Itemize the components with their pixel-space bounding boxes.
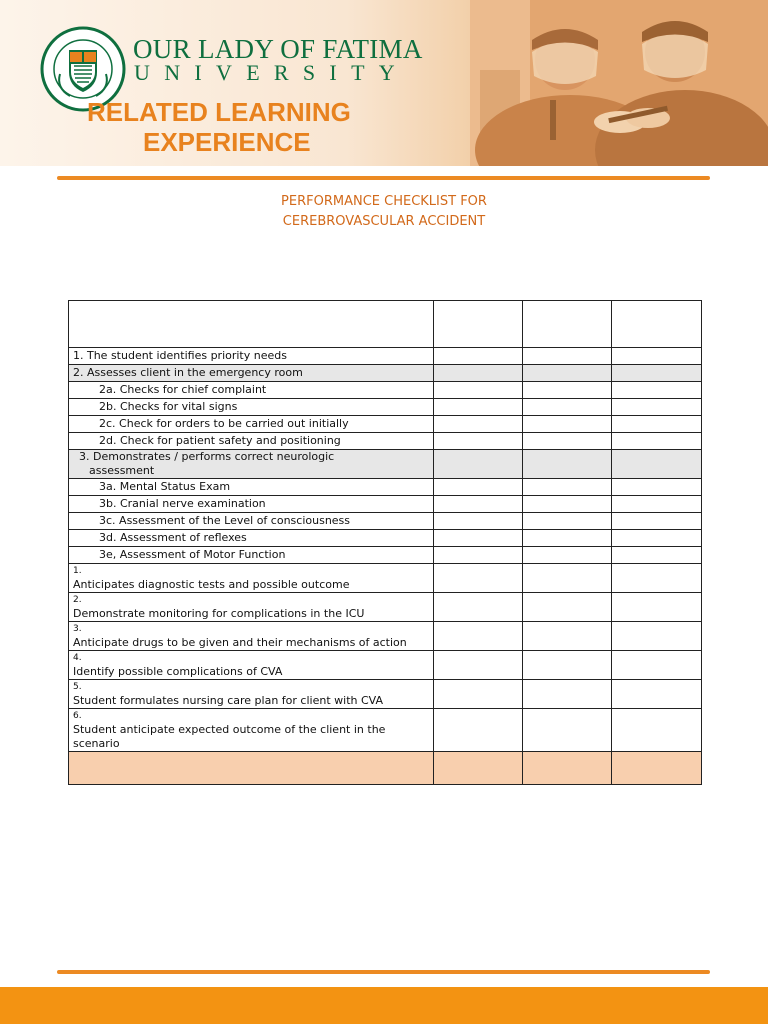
score-cell[interactable] xyxy=(523,399,612,416)
score-cell[interactable] xyxy=(434,651,523,680)
item-text xyxy=(69,651,434,680)
score-cell[interactable] xyxy=(523,513,612,530)
document-header xyxy=(0,0,768,166)
score-cell[interactable] xyxy=(523,416,612,433)
total-score-cell[interactable] xyxy=(523,752,612,785)
score-cell[interactable] xyxy=(523,382,612,399)
score-cell[interactable] xyxy=(612,382,702,399)
score-cell[interactable] xyxy=(434,680,523,709)
score-cell[interactable] xyxy=(434,399,523,416)
item-label: Anticipate drugs to be given and their mechanisms of action xyxy=(73,636,407,649)
table-row xyxy=(69,547,702,564)
score-cell[interactable] xyxy=(434,382,523,399)
score-cell[interactable] xyxy=(434,593,523,622)
item-number: 6. xyxy=(73,711,82,721)
table-row xyxy=(69,348,702,365)
score-cell[interactable] xyxy=(612,450,702,479)
score-cell[interactable] xyxy=(434,479,523,496)
table-row xyxy=(69,399,702,416)
item-text: 2. Assesses client in the emergency room xyxy=(69,365,434,382)
score-cell[interactable] xyxy=(612,680,702,709)
item-text: 3e, Assessment of Motor Function xyxy=(69,547,434,564)
footer-band xyxy=(0,987,768,1024)
table-row xyxy=(69,433,702,450)
banner-title-line2: EXPERIENCE xyxy=(143,127,311,157)
item-text xyxy=(69,622,434,651)
document-title-line2: CEREBROVASCULAR ACCIDENT xyxy=(282,214,486,229)
table-row xyxy=(69,530,702,547)
score-cell[interactable] xyxy=(612,564,702,593)
item-text xyxy=(69,709,434,752)
performance-checklist-table xyxy=(68,300,702,785)
item-text: 1. The student identifies priority needs xyxy=(69,348,434,365)
item-number: 1. xyxy=(73,566,82,576)
score-cell[interactable] xyxy=(434,416,523,433)
score-cell[interactable] xyxy=(523,651,612,680)
item-text xyxy=(69,450,434,479)
score-cell[interactable] xyxy=(523,450,612,479)
item-label: Student formulates nursing care plan for client with CVA xyxy=(73,694,383,707)
item-text: 3d. Assessment of reflexes xyxy=(69,530,434,547)
item-text: 2a. Checks for chief complaint xyxy=(69,382,434,399)
score-cell[interactable] xyxy=(612,365,702,382)
banner-title-line1: RELATED LEARNING xyxy=(87,97,351,127)
table-row xyxy=(69,496,702,513)
score-cell[interactable] xyxy=(612,479,702,496)
score-cell[interactable] xyxy=(612,530,702,547)
item-label: Identify possible complications of CVA xyxy=(73,665,283,678)
score-cell[interactable] xyxy=(434,450,523,479)
item-number: 2. xyxy=(73,595,82,605)
total-score-cell[interactable] xyxy=(612,752,702,785)
table-row xyxy=(69,622,702,651)
item-text: 2c. Check for orders to be carried out initially xyxy=(69,416,434,433)
score-cell[interactable] xyxy=(612,593,702,622)
item-text: 2d. Check for patient safety and positioning xyxy=(69,433,434,450)
header-cell xyxy=(69,301,434,348)
header-divider xyxy=(57,176,710,180)
score-cell[interactable] xyxy=(434,365,523,382)
total-score-cell[interactable] xyxy=(434,752,523,785)
score-cell[interactable] xyxy=(434,622,523,651)
item-text xyxy=(69,564,434,593)
score-cell[interactable] xyxy=(434,530,523,547)
item-number: 5. xyxy=(73,682,82,692)
score-cell[interactable] xyxy=(612,433,702,450)
item-text: 3a. Mental Status Exam xyxy=(69,479,434,496)
table-row xyxy=(69,365,702,382)
university-name-line1: OUR LADY OF FATIMA xyxy=(133,34,423,64)
table-row xyxy=(69,450,702,479)
score-cell[interactable] xyxy=(523,593,612,622)
table-row xyxy=(69,709,702,752)
header-cell xyxy=(434,301,523,348)
score-cell[interactable] xyxy=(523,564,612,593)
table-row xyxy=(69,513,702,530)
item-number: 4. xyxy=(73,653,82,663)
footer-divider xyxy=(57,970,710,974)
score-cell[interactable] xyxy=(434,547,523,564)
score-cell[interactable] xyxy=(612,709,702,752)
score-cell[interactable] xyxy=(523,365,612,382)
item-text xyxy=(69,593,434,622)
score-cell[interactable] xyxy=(523,709,612,752)
score-cell[interactable] xyxy=(434,564,523,593)
score-cell[interactable] xyxy=(434,496,523,513)
score-cell[interactable] xyxy=(612,496,702,513)
table-row xyxy=(69,651,702,680)
item-number: 3. xyxy=(73,624,82,634)
score-cell[interactable] xyxy=(612,547,702,564)
item-text: 2b. Checks for vital signs xyxy=(69,399,434,416)
table-row xyxy=(69,680,702,709)
score-cell[interactable] xyxy=(434,513,523,530)
score-cell[interactable] xyxy=(434,433,523,450)
score-cell[interactable] xyxy=(523,680,612,709)
table-row xyxy=(69,593,702,622)
score-cell[interactable] xyxy=(523,348,612,365)
document-title-line1: PERFORMANCE CHECKLIST FOR xyxy=(281,194,487,209)
score-cell[interactable] xyxy=(523,433,612,450)
item-text-line2: assessment xyxy=(89,464,155,477)
total-row xyxy=(69,752,702,785)
university-name-line2: UNIVERSITY xyxy=(134,60,409,85)
item-text: 3c. Assessment of the Level of consciousness xyxy=(69,513,434,530)
table-row xyxy=(69,479,702,496)
score-cell[interactable] xyxy=(612,348,702,365)
item-label: Student anticipate expected outcome of the client in the scenario xyxy=(73,723,386,750)
table-row xyxy=(69,564,702,593)
surgeons-photo xyxy=(470,0,768,166)
score-cell[interactable] xyxy=(612,622,702,651)
score-cell[interactable] xyxy=(523,479,612,496)
score-cell[interactable] xyxy=(523,530,612,547)
score-cell[interactable] xyxy=(523,547,612,564)
table-row xyxy=(69,382,702,399)
score-cell[interactable] xyxy=(612,513,702,530)
item-label: Demonstrate monitoring for complications in the ICU xyxy=(73,607,365,620)
score-cell[interactable] xyxy=(434,348,523,365)
table-header-row xyxy=(69,301,702,348)
score-cell[interactable] xyxy=(612,399,702,416)
score-cell[interactable] xyxy=(612,416,702,433)
item-text xyxy=(69,680,434,709)
score-cell[interactable] xyxy=(523,622,612,651)
score-cell[interactable] xyxy=(612,651,702,680)
table-row xyxy=(69,416,702,433)
item-text: 3b. Cranial nerve examination xyxy=(69,496,434,513)
total-label-cell xyxy=(69,752,434,785)
score-cell[interactable] xyxy=(523,496,612,513)
item-label: Anticipates diagnostic tests and possible outcome xyxy=(73,578,350,591)
score-cell[interactable] xyxy=(434,709,523,752)
header-cell xyxy=(523,301,612,348)
item-text-line1: 3. Demonstrates / performs correct neurologic xyxy=(79,450,335,463)
header-cell xyxy=(612,301,702,348)
